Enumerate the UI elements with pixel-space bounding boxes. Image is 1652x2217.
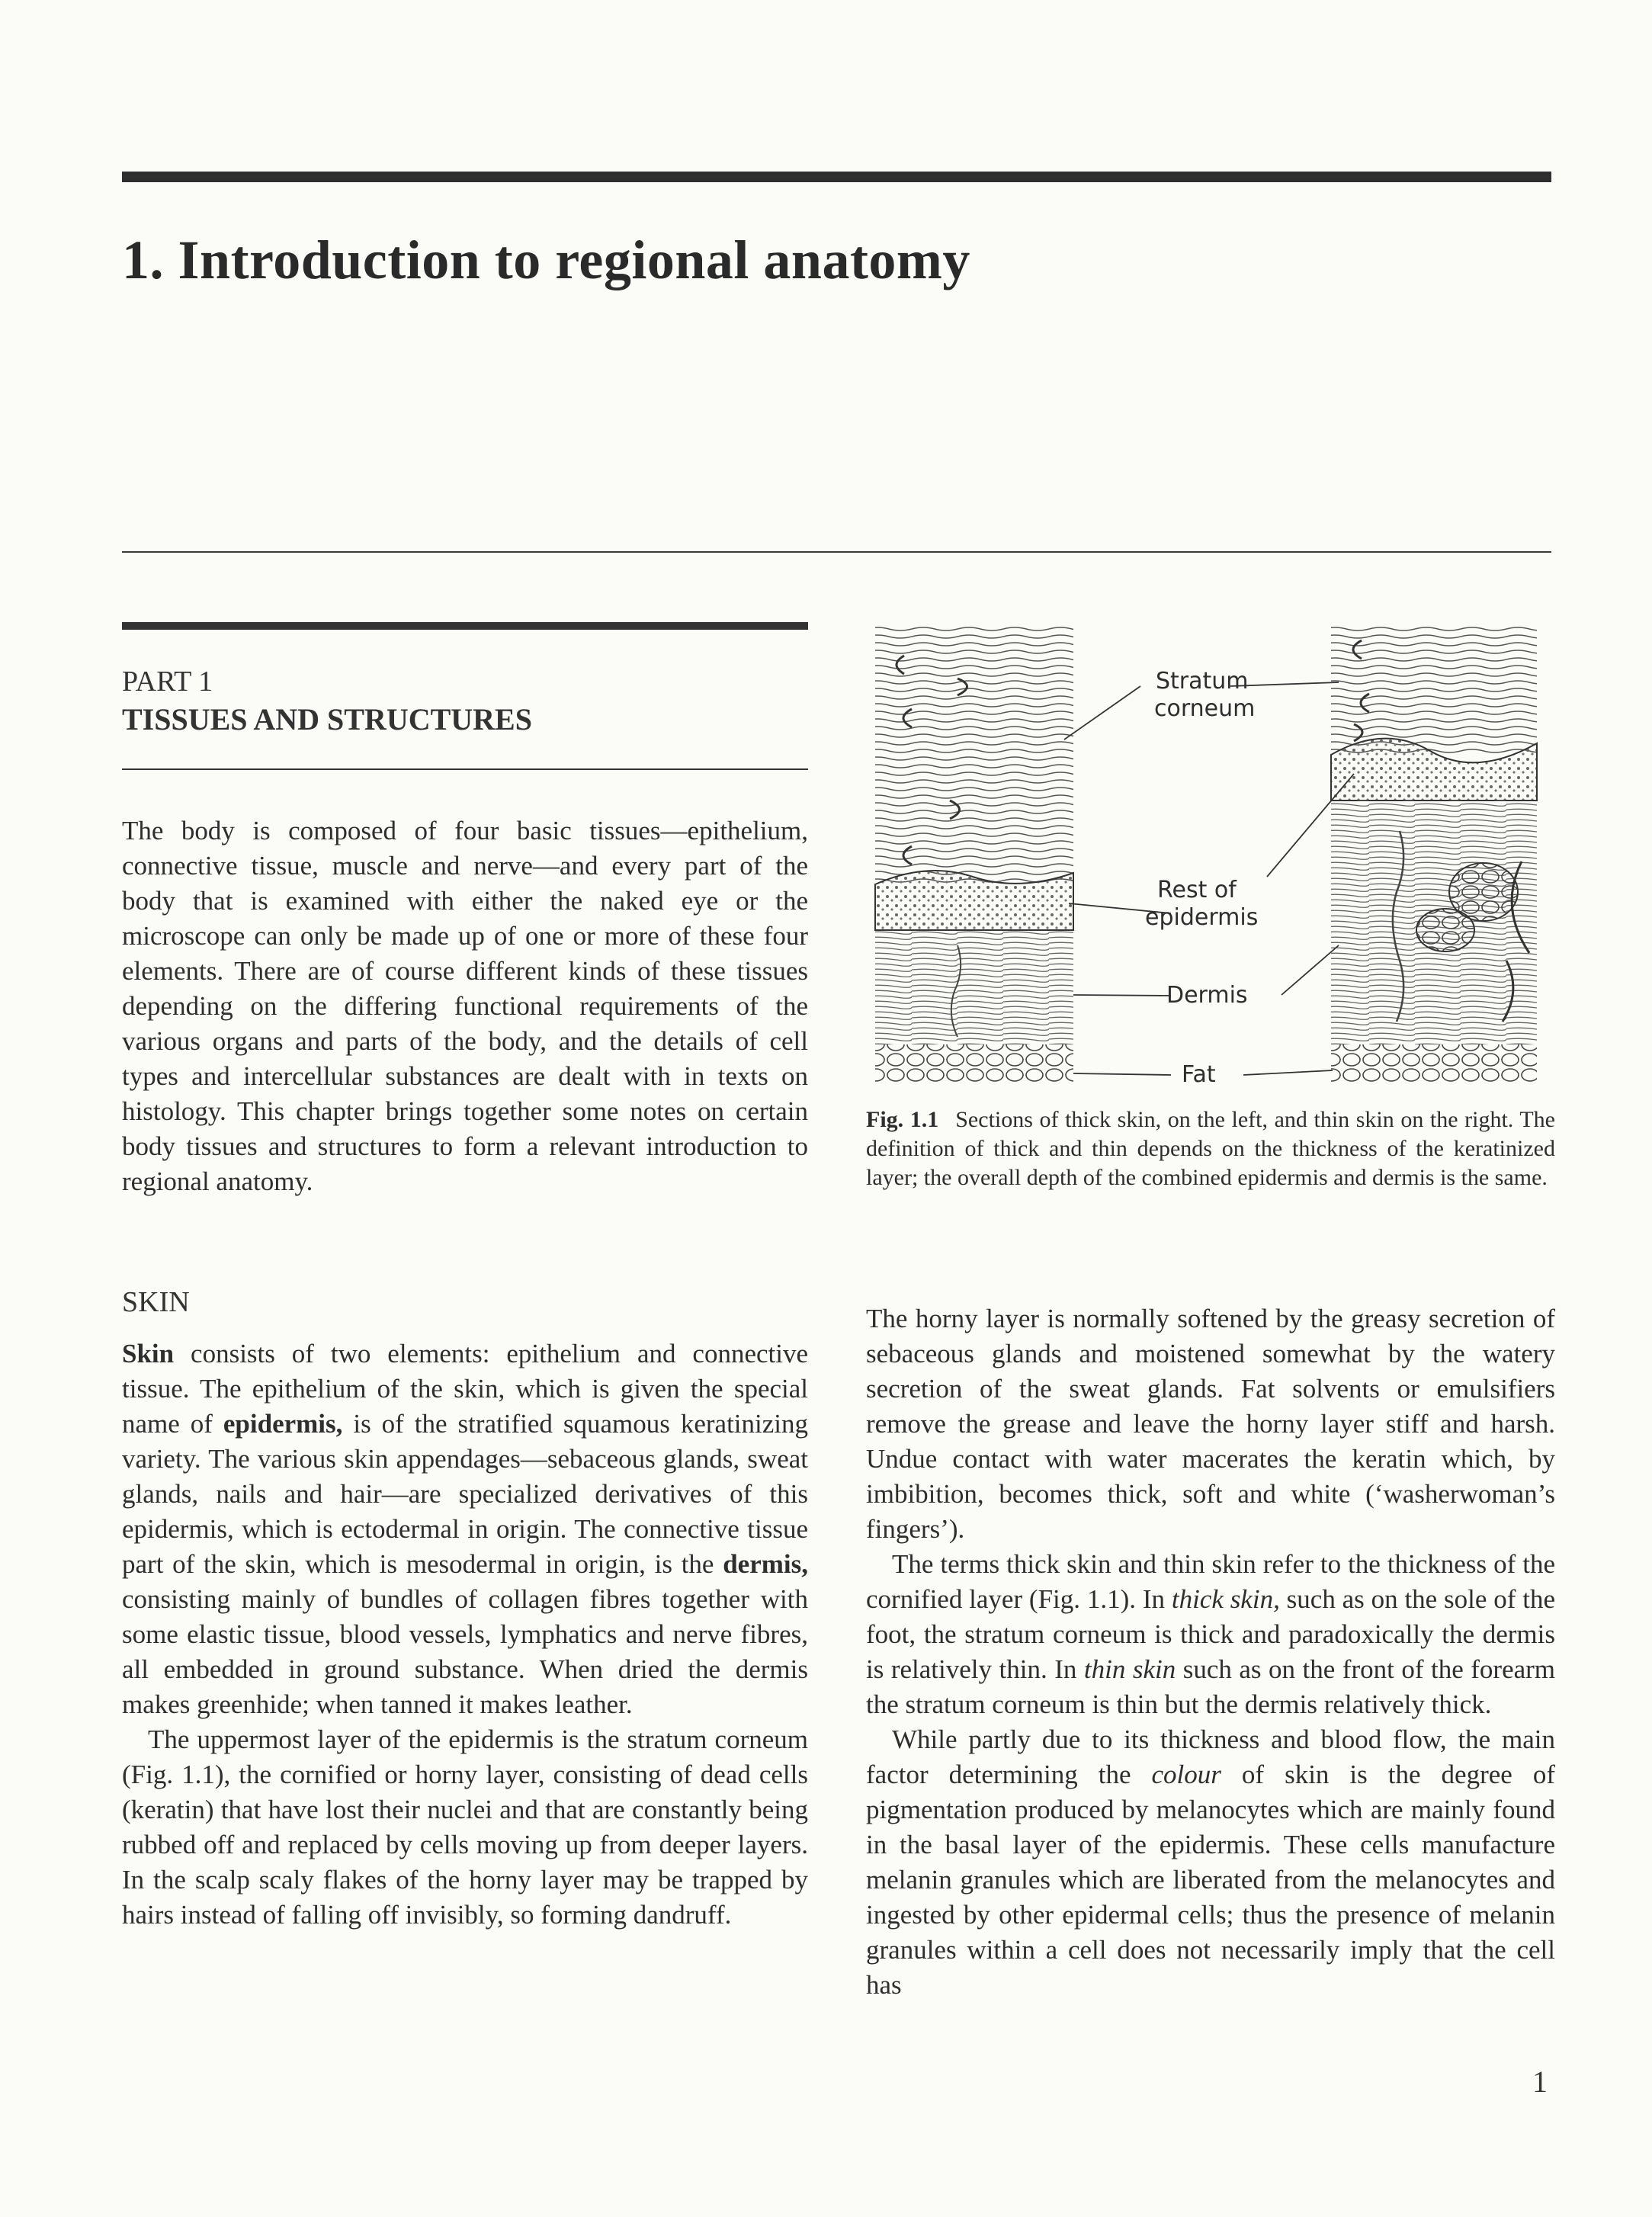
text-run: of skin is the degree of pigmentation produced by melanocytes which are mainly found in the basal layer of the epidermis. These cells manufacture melanin granules which are liberated from the melanocytes and ingested by other epidermal cells; thus the presence of melanin granules within a cell does not necessarily imply that the cell has [866, 1760, 1555, 2000]
label-fat: Fat [1182, 1061, 1216, 1088]
text-run: is of the stratified squamous keratinizing variety. The various skin appendages—sebaceous glands, sweat glands, nails and hair—are specialized derivatives of this epidermis, which is ectodermal in origin. The connective tissue part of the skin, which is mesodermal in origin, is the [122, 1409, 809, 1579]
chapter-divider [122, 551, 1551, 553]
intro-paragraph: The body is composed of four basic tissues—epithelium, connective tissue, muscle and nerve—and every part of the body that is examined with either the naked eye or the microscope can only be made up of one or more of these four elements. There are of course different kinds of these tissues depending on the differing functional requirements of the various organs and parts of the body, and the details of cell types and intercellular substances are dealt with in texts on histology. This chapter brings together some notes on certain body tissues and structures to form a relevant introduction to regional anatomy. [122, 816, 808, 1196]
bold-term-dermis: dermis, [723, 1549, 808, 1579]
skin-heading: SKIN [122, 1286, 190, 1318]
right-column-text [866, 1301, 1555, 2003]
page-number: 1 [1532, 2065, 1548, 2099]
bold-term-skin: Skin [122, 1339, 175, 1368]
thick-skin-section [875, 625, 1073, 1083]
right-paragraph-2 [866, 1547, 1555, 1722]
skin-paragraph-1 [122, 1336, 808, 1722]
caption-text: Sections of thick skin, on the left, and thin skin on the right. The definition of thick and thin depends on the thickness of the keratinized layer; the overall depth of the combined epidermis and dermis is the same. [866, 1107, 1555, 1190]
skin-paragraph-2: The uppermost layer of the epidermis is the stratum corneum (Fig. 1.1), the cornified or horny layer, consisting of dead cells (keratin) that have lost their nuclei and that are constantly being rubbed off and replaced by cells moving up from deeper layers. In the scalp scaly flakes of the horny layer may be trapped by hairs instead of falling off invisibly, so forming dandruff. [122, 1725, 808, 1930]
right-paragraph-3 [866, 1722, 1555, 2003]
label-dermis: Dermis [1166, 982, 1248, 1009]
label-stratum: Stratum [1156, 668, 1249, 695]
label-corneum: corneum [1154, 695, 1256, 722]
text-run: While partly due to its thickness and blood flow, the main factor determining the [866, 1725, 1555, 1789]
text-run: consists of two elements: epithelium and connective tissue. The epithelium of the skin, which is given the special name of [122, 1339, 808, 1439]
italic-thin-skin: thin skin [1083, 1654, 1176, 1684]
part-label: PART 1 [122, 666, 213, 698]
chapter-title: 1. Introduction to regional anatomy [122, 229, 970, 290]
label-epidermis: epidermis [1145, 904, 1259, 931]
text-run: such as on the sole of the foot, the stratum corneum is thick and paradoxically the dermis is relatively thin. In [866, 1584, 1555, 1684]
text-run: such as on the front of the forearm the stratum corneum is thin but the dermis relatively thick. [866, 1654, 1556, 1719]
right-paragraph-1: The horny layer is normally softened by the greasy secretion of sebaceous glands and moistened somewhat by the watery secretion of the sweat glands. Fat solvents or emulsifiers remove the grease and leave the horny layer stiff and harsh. Undue contact with water macerates the keratin which, by imbibition, becomes thick, soft and white (‘washerwoman’s fingers’). [866, 1304, 1555, 1544]
text-run: consisting mainly of bundles of collagen fibres together with some elastic tissue, blood vessels, lymphatics and nerve fibres, all embedded in ground substance. When dried the dermis makes greenhide; when tanned it makes leather. [122, 1584, 808, 1719]
part-title: TISSUES AND STRUCTURES [122, 702, 532, 736]
part-top-rule [122, 622, 808, 630]
top-thick-rule [122, 172, 1551, 182]
left-column-text [122, 1336, 808, 1933]
part-bottom-rule [122, 768, 808, 770]
italic-colour: colour [1151, 1760, 1221, 1789]
bold-term-epidermis: epidermis, [223, 1409, 343, 1439]
text-run: The terms thick skin and thin skin refer to the thickness of the cornified layer (Fig. 1.1). In [866, 1549, 1555, 1614]
skin-sections-figure [866, 610, 1555, 1098]
figure-number: Fig. 1.1 [866, 1107, 939, 1132]
thin-skin-section [1331, 625, 1537, 1083]
label-rest-of: Rest of [1157, 877, 1237, 903]
figure-caption [866, 1105, 1555, 1192]
italic-thick-skin: thick skin, [1171, 1584, 1280, 1614]
intro-text [122, 813, 808, 1199]
